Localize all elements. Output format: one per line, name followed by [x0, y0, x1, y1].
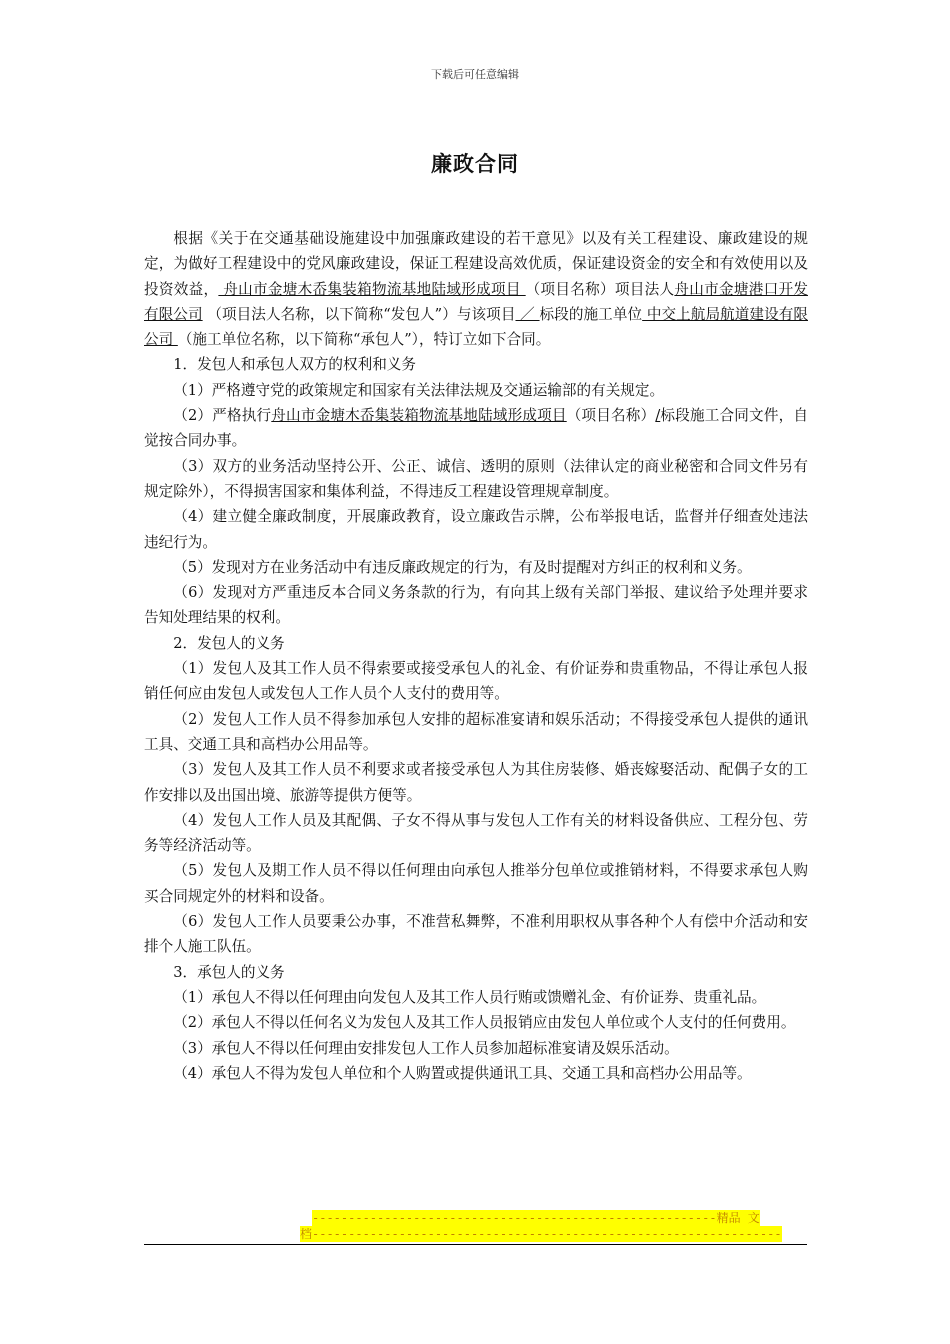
section3-item: （3）承包人不得以任何理由安排发包人工作人员参加超标准宴请及娱乐活动。 — [173, 1039, 679, 1057]
intro-text-2: （项目名称）项目法人 — [525, 280, 675, 298]
contractor-field: 中交上航局航道建设有限公司 — [144, 305, 808, 349]
intro-text-4: 标段的施工单位 — [539, 305, 643, 323]
section1-heading: 1．发包人和承包人双方的权利和义务 — [173, 356, 416, 374]
section2-item: （1）发包人及其工作人员不得索要或接受承包人的礼金、有价证券和贵重物品，不得让承包人报销任何应由发包人或发包人工作人员个人支付的费用等。 — [144, 660, 808, 703]
section1-item-5: （5）发现对方在业务活动中有违反廉政规定的行为，有及时提醒对方纠正的权利和义务。 — [173, 558, 752, 576]
intro-paragraph — [144, 226, 808, 352]
item2-text-2: （项目名称） — [566, 407, 656, 425]
section3-item: （2）承包人不得以任何名义为发包人及其工作人员报销应由发包人单位或个人支付的任何费用。 — [173, 1014, 796, 1032]
section2-item: （6）发包人工作人员要秉公办事，不准营私舞弊，不准利用职权从事各种个人有偿中介活动和安排个人施工队伍。 — [144, 913, 808, 956]
footer-divider — [144, 1244, 807, 1245]
section2-item: （4）发包人工作人员及其配偶、子女不得从事与发包人工作有关的材料设备供应、工程分包、劳务等经济活动等。 — [144, 811, 808, 855]
section-field: ／ — [515, 305, 540, 323]
section1-item-4: （4）建立健全廉政制度，开展廉政教育，设立廉政告示牌，公布举报电话，监督并仔细查处违法违纪行为。 — [144, 508, 808, 551]
section2-item: （2）发包人工作人员不得参加承包人安排的超标准宴请和娱乐活动；不得接受承包人提供的通讯工具、交通工具和高档办公用品等。 — [144, 710, 808, 753]
section1-item-3: （3）双方的业务活动坚持公开、公正、诚信、透明的原则（法律认定的商业秘密和合同文件另有规定除外），不得损害国家和集体利益，不得违反工程建设管理规章制度。 — [144, 457, 808, 500]
item2-section-field: / — [655, 407, 661, 425]
footer-line-2: 档----------------------------------------------------------------- — [300, 1227, 782, 1241]
header-note: 下载后可任意编辑 — [431, 68, 519, 81]
footer-line-1: --------------------------------------------------------精品 文 — [312, 1211, 760, 1225]
intro-text-1: 根据《关于在交通基础设施建设中加强廉政建设的若干意见》以及有关工程建设、廉政建设的规定，为做好工程建设中的党风廉政建设，保证工程建设高效优质，保证建设资金的安全和有效使用以及投资效益， — [144, 230, 808, 298]
legal-person-field: 舟山市金塘港口开发有限公司 — [144, 280, 808, 323]
section1-item-2 — [144, 403, 808, 454]
section3-heading: 3．承包人的义务 — [173, 963, 285, 981]
section2-item: （3）发包人及其工作人员不利要求或者接受承包人为其住房装修、婚丧嫁娶活动、配偶子女的工作安排以及出国出境、旅游等提供方便等。 — [144, 761, 808, 804]
item2-text-1: （2）严格执行 — [173, 407, 272, 425]
document-body — [144, 226, 808, 1086]
section2-heading: 2．发包人的义务 — [173, 634, 285, 652]
section2-item: （5）发包人及期工作人员不得以任何理由向承包人推举分包单位或推销材料，不得要求承包人购买合同规定外的材料和设备。 — [144, 862, 808, 905]
section1-item-6: （6）发现对方严重违反本合同义务条款的行为，有向其上级有关部门举报、建议给予处理并要求告知处理结果的权利。 — [144, 584, 808, 627]
item2-project-field: 舟山市金塘木岙集装箱物流基地陆域形成项目 — [271, 407, 567, 425]
section3-item: （1）承包人不得以任何理由向发包人及其工作人员行贿或馈赠礼金、有价证券、贵重礼品。 — [173, 988, 767, 1006]
document-title: 廉政合同 — [431, 152, 519, 176]
item2-text-3: 标段施工合同文件，自觉按合同办事。 — [144, 407, 808, 450]
project-name-field: 舟山市金塘木岙集装箱物流基地陆域形成项目 — [218, 280, 526, 298]
section3-item: （4）承包人不得为发包人单位和个人购置或提供通讯工具、交通工具和高档办公用品等。 — [173, 1064, 752, 1082]
section1-item-1: （1）严格遵守党的政策规定和国家有关法律法规及交通运输部的有关规定。 — [173, 381, 665, 399]
intro-text-5: （施工单位名称，以下简称“承包人”），特订立如下合同。 — [177, 331, 551, 349]
intro-text-3: （项目法人名称，以下简称“发包人”）与该项目 — [202, 305, 516, 323]
